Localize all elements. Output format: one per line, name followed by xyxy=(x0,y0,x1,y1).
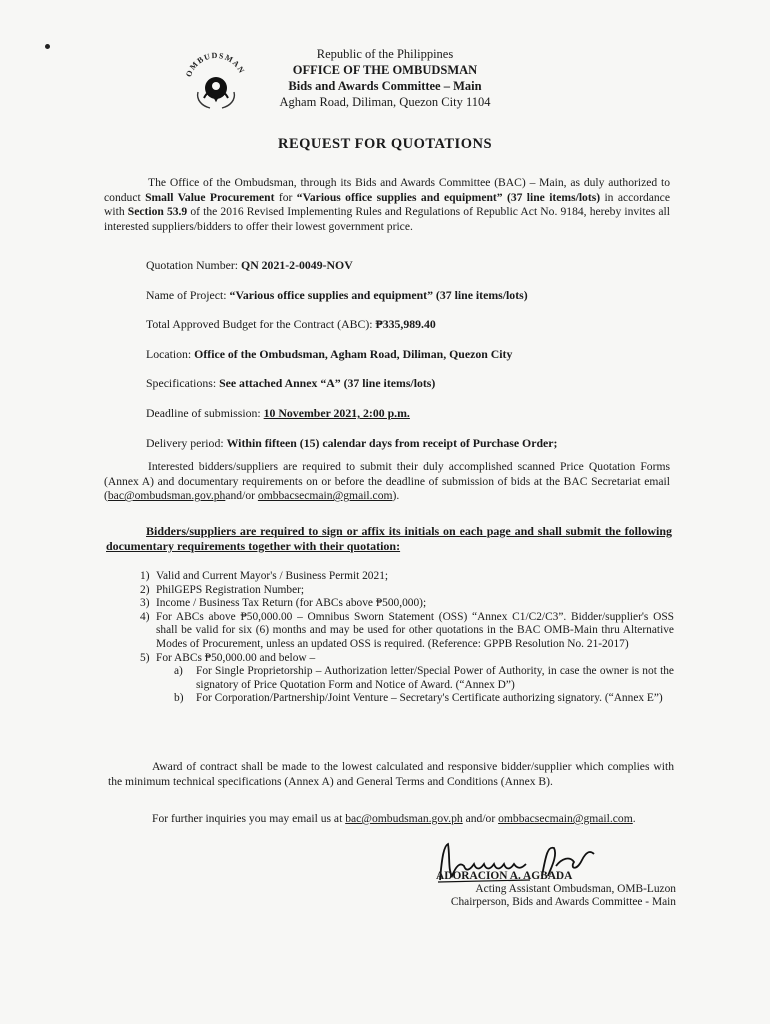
list-number: 3) xyxy=(140,597,150,610)
award-paragraph xyxy=(108,760,674,789)
field-value: Office of the Ombudsman, Agham Road, Diliman, Quezon City xyxy=(194,346,513,361)
field-value: Within fifteen (15) calendar days from receipt of Purchase Order; xyxy=(226,435,558,450)
signatory-position: Acting Assistant Ombudsman, OMB-Luzon xyxy=(475,883,676,895)
inquiries-bac-email-link[interactable]: bac@ombudsman.gov.ph xyxy=(345,812,463,825)
submission-text-2: and/or xyxy=(225,489,258,503)
list-item xyxy=(140,570,674,584)
letterhead xyxy=(270,46,500,110)
field-specifications xyxy=(146,376,706,406)
submission-text-3: ). xyxy=(392,489,400,503)
intro-text-1: The Office of the Ombudsman, through its Bids and Awards Committee (BAC) – Main, as duly authorized to conduct xyxy=(104,176,670,204)
list-item xyxy=(140,597,674,611)
intro-text-5: in accordance with xyxy=(104,190,670,219)
field-label: Total Approved Budget for the Contract (ABC): xyxy=(146,317,376,332)
inquiries-secretariat-email-link[interactable]: ombbacsecmain@gmail.com xyxy=(498,812,633,825)
list-text: For ABCs ₱50,000.00 and below – xyxy=(156,651,316,664)
field-budget xyxy=(146,317,706,347)
list-number: 1) xyxy=(140,570,150,582)
intro-text-7: of the 2016 Revised Implementing Rules and Regulations of Republic Act No. 9184, hereby invites all interested suppliers/bidders to offer their lowest government price. xyxy=(104,205,670,233)
letterhead-committee: Bids and Awards Committee – Main xyxy=(288,79,482,93)
svg-text:OMBUDSMAN: OMBUDSMAN xyxy=(184,50,247,79)
signatory-role: Chairperson, Bids and Awards Committee - Main xyxy=(450,896,676,908)
field-label: Quotation Number: xyxy=(146,258,242,272)
signatory-block xyxy=(392,870,676,909)
inquiries-paragraph xyxy=(108,812,674,827)
sub-list-text: For Corporation/Partnership/Joint Venture – Secretary's Certificate authorizing signatory. (“Annex E”) xyxy=(196,692,663,705)
field-value: 10 November 2021, 2:00 p.m. xyxy=(263,405,410,420)
inquiries-text-1: For further inquiries you may email us at xyxy=(152,812,346,825)
submission-text-1: Interested bidders/suppliers are required to submit their duly accomplished scanned Price Quotation Forms (Annex A) and documentary requirements on or before the deadline of submission of bids at the BAC Secretariat email ( xyxy=(104,460,670,503)
list-text: Income / Business Tax Return (for ABCs above ₱500,000); xyxy=(156,597,427,610)
field-location xyxy=(146,347,706,377)
list-item xyxy=(140,652,674,666)
list-text: PhilGEPS Registration Number; xyxy=(156,583,305,596)
field-deadline xyxy=(146,406,706,436)
field-label: Name of Project: xyxy=(146,287,230,302)
field-project-name xyxy=(146,288,706,318)
award-text: Award of contract shall be made to the lowest calculated and responsive bidder/supplier which complies with the minimum technical specifications (Annex A) and General Terms and Conditions (Annex B). xyxy=(108,760,674,788)
list-number: 5) xyxy=(140,651,150,664)
field-value: QN 2021-2-0049-NOV xyxy=(241,258,353,272)
list-item xyxy=(140,611,674,652)
inquiries-text-2: and/or xyxy=(462,812,499,825)
quotation-details xyxy=(146,258,706,465)
sub-list-item xyxy=(140,665,674,692)
list-number: 4) xyxy=(140,610,150,623)
intro-text-3: for xyxy=(274,190,297,204)
sub-list-letter: a) xyxy=(174,665,183,678)
requirements-heading xyxy=(106,524,672,554)
scan-speck xyxy=(45,44,50,49)
ombudsman-seal-icon xyxy=(180,44,252,116)
requirements-list xyxy=(140,570,674,706)
letterhead-country: Republic of the Philippines xyxy=(316,47,454,61)
intro-text-6: Section 53.9 xyxy=(127,205,188,219)
requirements-heading-text: Bidders/suppliers are required to sign or affix its initials on each page and shall submit the following documentary requirements together with their quotation: xyxy=(106,524,672,553)
list-item xyxy=(140,584,674,598)
field-label: Location: xyxy=(146,346,195,361)
sub-list-text: For Single Proprietorship – Authorization letter/Special Power of Authority, in case the owner is not the signatory of Price Quotation Form and Notice of Award. (“Annex D”) xyxy=(196,665,674,691)
list-number: 2) xyxy=(140,583,150,596)
intro-paragraph xyxy=(104,176,670,234)
field-label: Specifications: xyxy=(146,376,220,391)
sub-list-letter: b) xyxy=(174,692,184,705)
inquiries-text-3: . xyxy=(632,812,636,825)
field-label: Delivery period: xyxy=(146,435,227,450)
letterhead-office: OFFICE OF THE OMBUDSMAN xyxy=(292,63,478,77)
letterhead-address: Agham Road, Diliman, Quezon City 1104 xyxy=(279,95,491,109)
signatory-name: ADORACION A. AGBADA xyxy=(436,870,573,882)
document-title: REQUEST FOR QUOTATIONS xyxy=(277,136,493,152)
intro-text-2: Small Value Procurement xyxy=(145,190,275,204)
field-value: See attached Annex “A” (37 line items/lots) xyxy=(219,376,436,391)
list-text: Valid and Current Mayor's / Business Permit 2021; xyxy=(156,570,389,582)
submission-paragraph xyxy=(104,460,670,504)
field-quotation-number xyxy=(146,258,706,288)
field-value: “Various office supplies and equipment” (37 line items/lots) xyxy=(229,287,528,302)
sub-list-item xyxy=(140,692,674,706)
list-text: For ABCs above ₱50,000.00 – Omnibus Sworn Statement (OSS) “Annex C1/C2/C3”. Bidder/supplier's OSS shall be valid for six (6) months and may be used for other quotations in the BAC OMB-Main thru Alternative Modes of Procurement, unless an updated OSS is required. (Reference: GPPB Resolution No. 21-2017) xyxy=(156,610,674,650)
secretariat-email-link[interactable]: ombbacsecmain@gmail.com xyxy=(257,489,393,503)
field-value: ₱335,989.40 xyxy=(375,317,436,332)
field-label: Deadline of submission: xyxy=(146,405,264,420)
bac-email-link[interactable]: bac@ombudsman.gov.ph xyxy=(107,489,226,503)
intro-text-4: “Various office supplies and equipment” (37 line items/lots) xyxy=(296,190,601,204)
